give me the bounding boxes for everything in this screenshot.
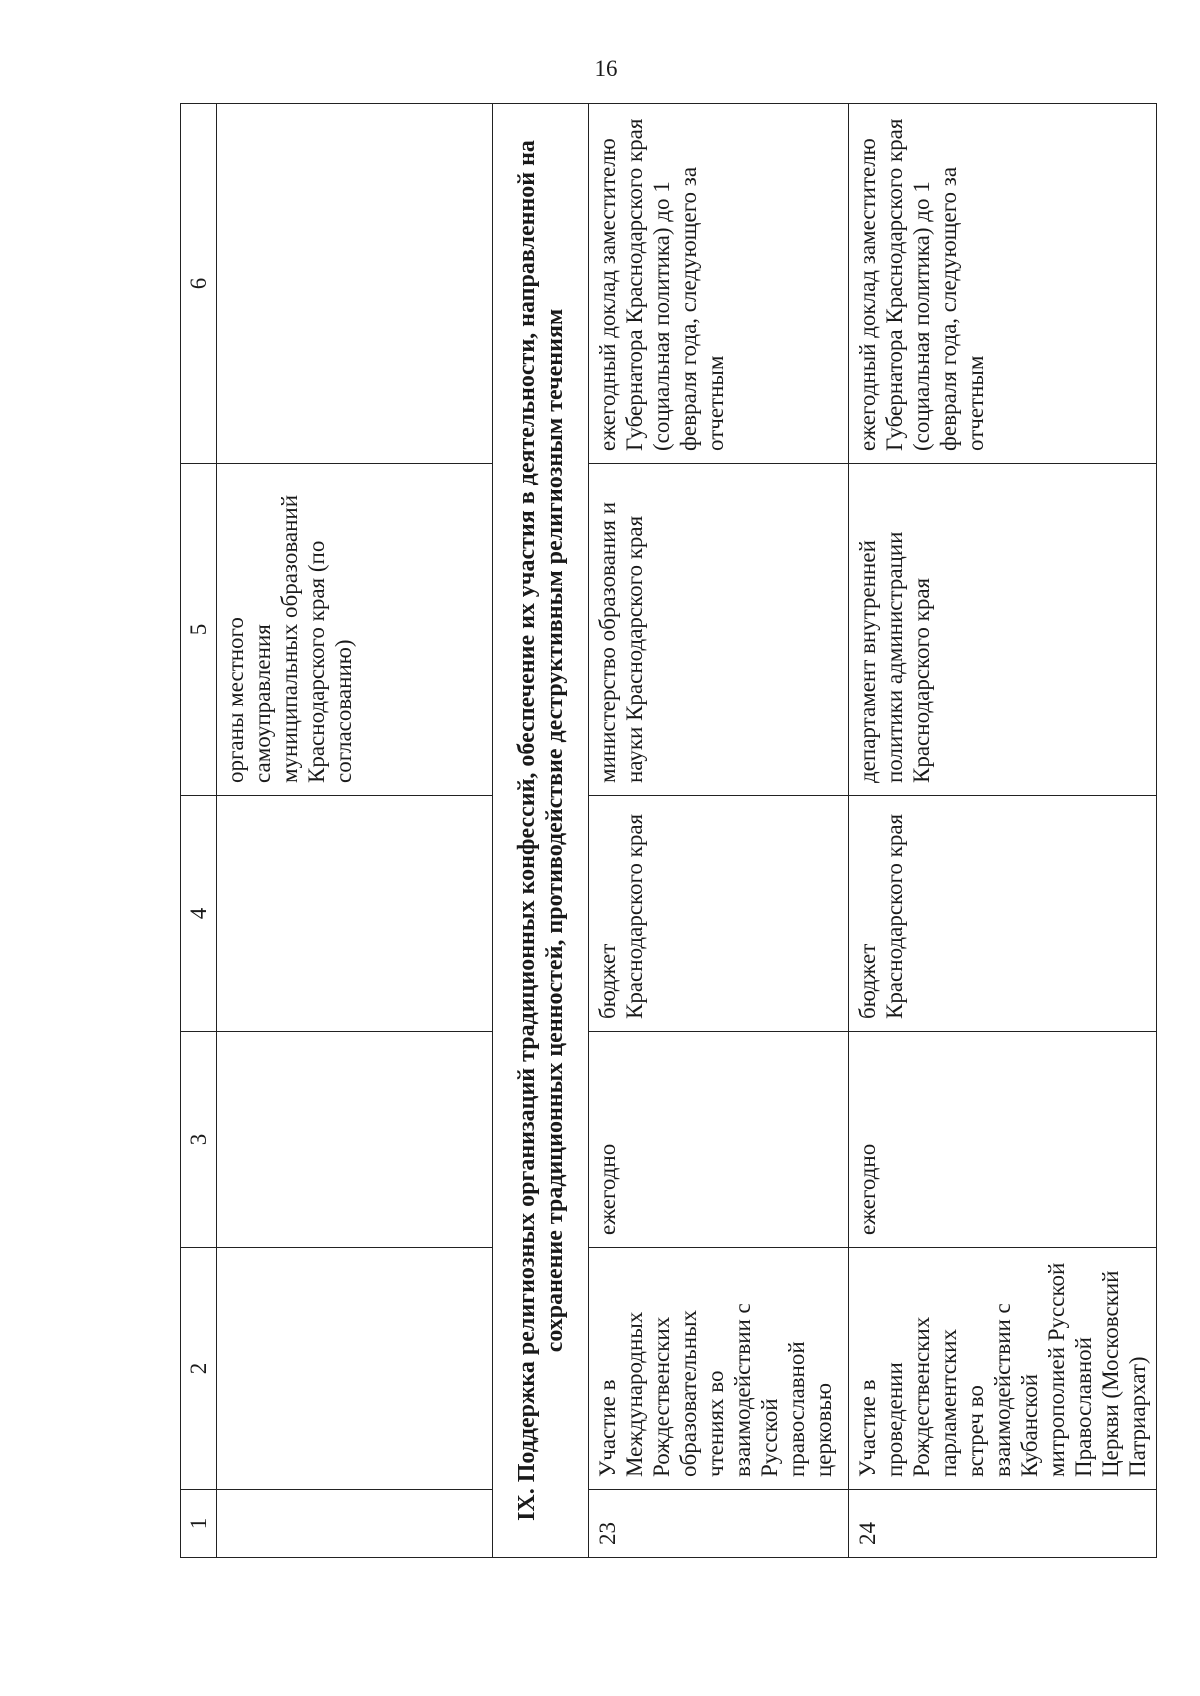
rotated-table-wrapper [180,104,1150,1558]
funding-cell: бюджет Краснодарского края [589,796,849,1032]
event-cell: Участие в Международных Рождественских образовательных чтениях во взаимодействии с Русской православной церковью [589,1248,849,1490]
column-header-5: 5 [181,464,217,796]
period-cell: ежегодно [589,1032,849,1248]
executor-cell: министерство образования и науки Краснодарского края [589,464,849,796]
table-row [849,104,1157,1558]
section-title: IX. Поддержка религиозных организаций традиционных конфессий, обеспечение их участия в деятельности, направленной на сохранение традиционных ценностей, противодействие деструктивным религиозным течениям [493,104,589,1558]
plan-table [180,103,1157,1558]
page-number: 16 [594,56,618,81]
funding-cell: бюджет Краснодарского края [849,796,1157,1032]
cell-period [217,1032,493,1248]
table-row [589,104,849,1558]
column-header-6: 6 [181,104,217,464]
row-number: 23 [589,1490,849,1558]
row-number: 24 [849,1490,1157,1558]
result-cell: ежегодный доклад заместителю Губернатора Краснодарского края (социальная политика) до 1 февраля года, следующего за отчетным [589,104,849,464]
event-cell: Участие в проведении Рождественских парламентских встреч во взаимодействии с Кубанской митрополией Русской Православной Церкви (Московский Патриархат) [849,1248,1157,1490]
column-header-4: 4 [181,796,217,1032]
section-row [493,104,589,1558]
cell-result [217,104,493,464]
result-cell: ежегодный доклад заместителю Губернатора Краснодарского края (социальная политика) до 1 февраля года, следующего за отчетным [849,104,1157,464]
column-header-2: 2 [181,1248,217,1490]
cell-executor: органы местного самоуправления муниципальных образований Краснодарского края (по согласованию) [217,464,493,796]
executor-cell: департамент внутренней политики администрации Краснодарского края [849,464,1157,796]
column-header-row [181,104,217,1558]
column-header-3: 3 [181,1032,217,1248]
continued-row [217,104,493,1558]
cell-num [217,1490,493,1558]
period-cell: ежегодно [849,1032,1157,1248]
cell-funding [217,796,493,1032]
cell-event [217,1248,493,1490]
column-header-1: 1 [181,1490,217,1558]
